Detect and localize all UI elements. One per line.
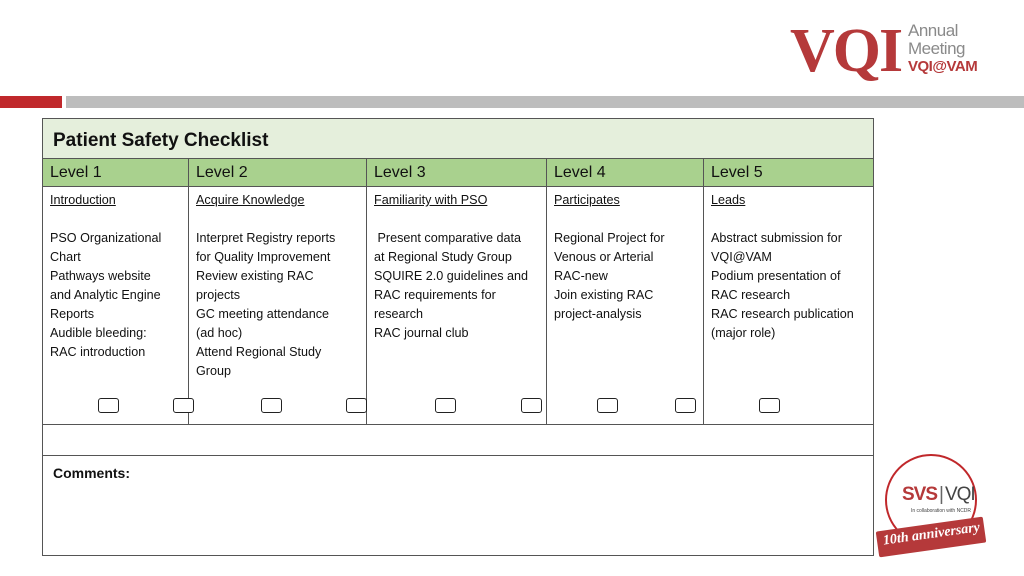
level-5-item: Abstract submission for: [711, 231, 842, 245]
badge-svs-vqi: [902, 484, 975, 506]
checkbox-level-3a[interactable]: [435, 398, 456, 413]
level-3-heading: Familiarity with PSO: [374, 193, 488, 207]
badge-collaboration-text: In collaboration with NCDR: [911, 508, 972, 514]
level-header-row: [43, 159, 873, 187]
level-3-item: at Regional Study Group: [374, 250, 512, 264]
level-2-heading: Acquire Knowledge: [196, 193, 305, 207]
level-3-header: Level 3: [367, 159, 547, 186]
level-5-item: VQI@VAM: [711, 250, 772, 264]
level-4-column: [547, 187, 704, 424]
level-1-item: Pathways website: [50, 269, 151, 283]
level-4-heading: Participates: [554, 193, 620, 207]
patient-safety-checklist-table: [42, 118, 874, 556]
checkbox-level-2b[interactable]: [346, 398, 367, 413]
level-3-item: Present comparative data: [374, 231, 522, 245]
badge-separator: |: [939, 484, 943, 505]
anniversary-text: 10th anniversary: [882, 520, 981, 549]
level-1-item: and Analytic Engine: [50, 288, 161, 302]
comments-label: Comments:: [53, 465, 131, 481]
level-5-item: (major role): [711, 326, 776, 340]
level-1-item: RAC introduction: [50, 345, 146, 359]
level-4-item: Join existing RAC: [554, 288, 654, 302]
header-band-red: [0, 96, 62, 108]
level-1-column: [43, 187, 189, 424]
checklist-title: Patient Safety Checklist: [53, 130, 269, 151]
checkbox-level-2a[interactable]: [261, 398, 282, 413]
level-2-item: Interpret Registry reports: [196, 231, 336, 245]
level-3-column: [367, 187, 547, 424]
level-4-item: RAC-new: [554, 269, 608, 283]
level-5-heading: Leads: [711, 193, 746, 207]
level-2-column: [189, 187, 367, 424]
vqi-annual-meeting-logo: [790, 17, 990, 88]
checkbox-level-1a[interactable]: [98, 398, 119, 413]
level-2-item: (ad hoc): [196, 326, 243, 340]
level-1-item: PSO Organizational: [50, 231, 162, 245]
badge-vqi-text: VQI: [944, 484, 975, 505]
level-content-row: [43, 187, 873, 425]
level-3-item: RAC journal club: [374, 326, 469, 340]
level-2-item: Group: [196, 364, 232, 378]
level-5-header: Level 5: [711, 164, 763, 181]
level-5-item: RAC research publication: [711, 307, 854, 321]
checkbox-level-4a[interactable]: [597, 398, 618, 413]
level-2-item: for Quality Improvement: [196, 250, 331, 264]
level-1-header: Level 1: [43, 159, 189, 186]
level-4-item: Venous or Arterial: [554, 250, 654, 264]
level-1-item: Chart: [50, 250, 81, 264]
header-band-gray: [66, 96, 1024, 108]
checkbox-level-5[interactable]: [759, 398, 780, 413]
logo-subtitle: [908, 22, 977, 76]
level-3-item: RAC requirements for: [374, 288, 496, 302]
logo-line-meeting: Meeting: [908, 39, 965, 58]
level-2-header: Level 2: [189, 159, 367, 186]
vqi-logo-text: VQI: [790, 17, 902, 85]
level-3-item: research: [374, 307, 423, 321]
checkbox-level-3b[interactable]: [521, 398, 542, 413]
level-4-item: Regional Project for: [554, 231, 665, 245]
level-1-item: Reports: [50, 307, 95, 321]
level-2-item: Review existing RAC: [196, 269, 314, 283]
logo-line-vqi-vam: VQI@VAM: [908, 58, 978, 75]
level-1-item: Audible bleeding:: [50, 326, 147, 340]
level-4-item: project-analysis: [554, 307, 642, 321]
checkbox-level-1b[interactable]: [173, 398, 194, 413]
logo-line-annual: Annual: [908, 21, 958, 40]
svs-vqi-anniversary-badge: [877, 454, 987, 558]
level-2-item: GC meeting attendance: [196, 307, 330, 321]
level-5-item: RAC research: [711, 288, 791, 302]
blank-row: [43, 425, 873, 456]
level-2-item: projects: [196, 288, 241, 302]
level-5-column: [704, 187, 873, 424]
checklist-title-row: [43, 119, 873, 159]
level-5-item: Podium presentation of: [711, 269, 841, 283]
level-3-item: SQUIRE 2.0 guidelines and: [374, 269, 529, 283]
level-2-item: Attend Regional Study: [196, 345, 322, 359]
level-4-header: Level 4: [547, 159, 704, 186]
level-1-heading: Introduction: [50, 193, 116, 207]
badge-svs-text: SVS: [902, 484, 938, 505]
checkbox-level-4b[interactable]: [675, 398, 696, 413]
